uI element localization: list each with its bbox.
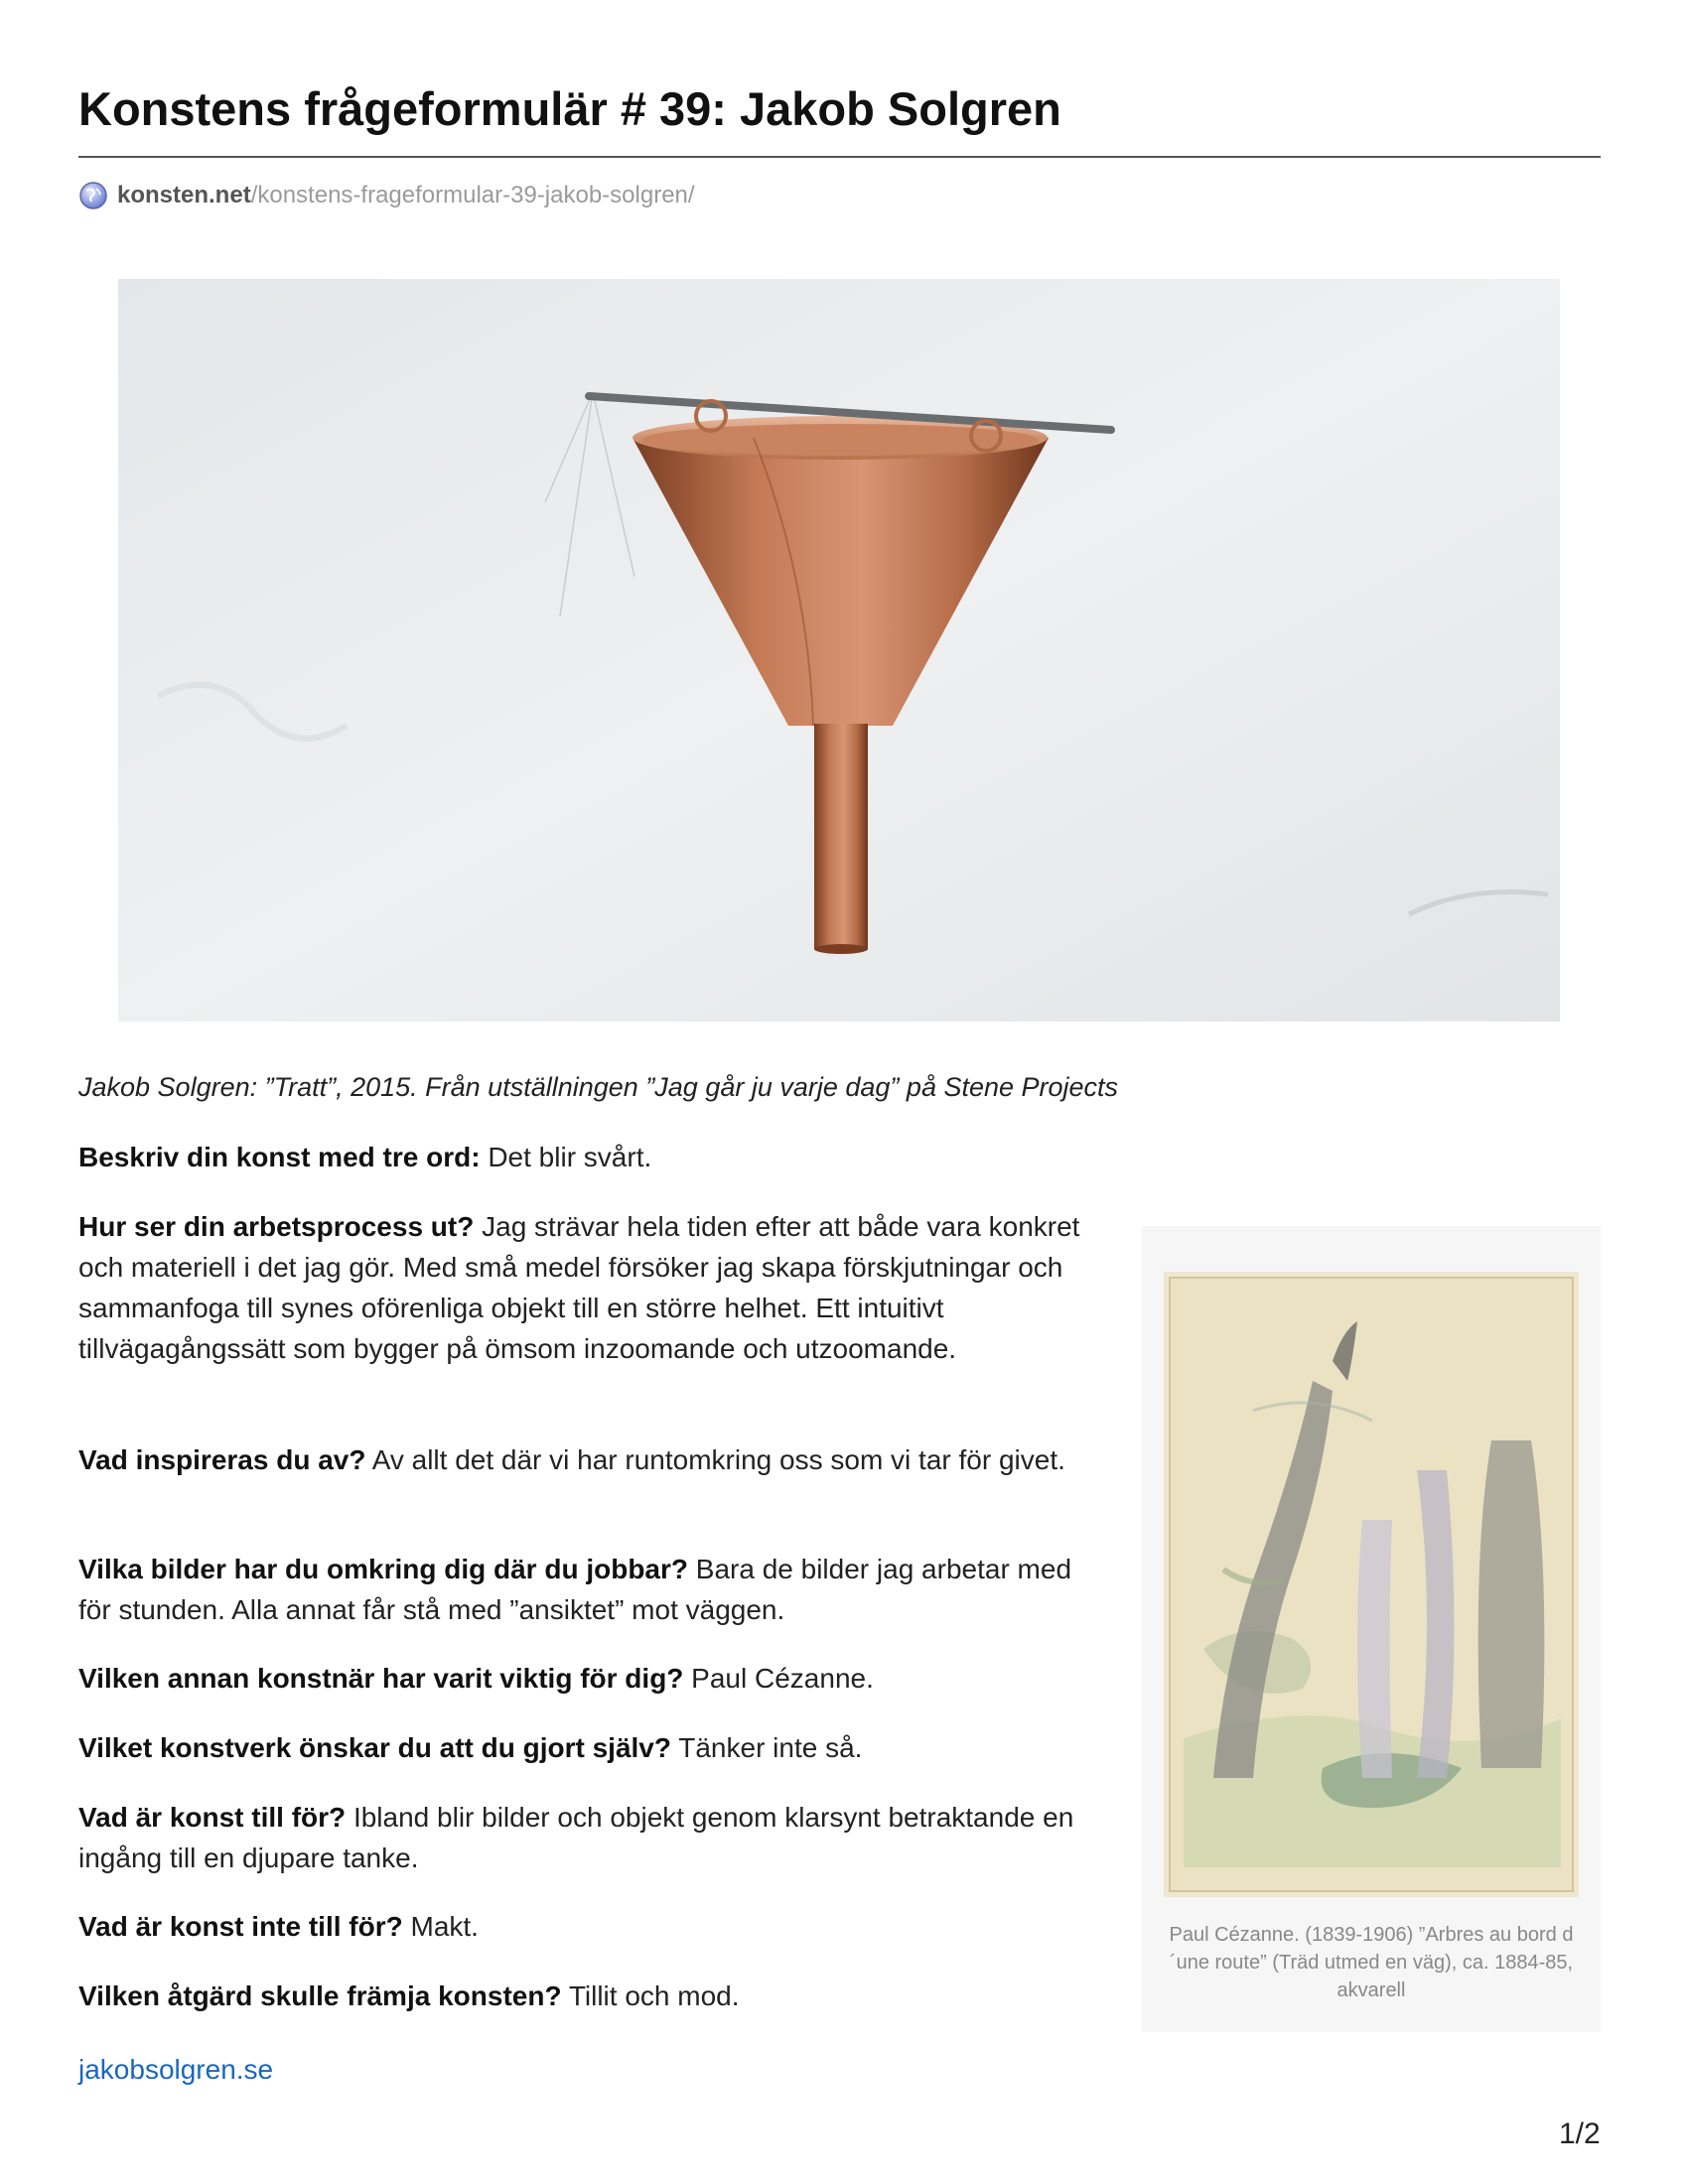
cezanne-watercolor-image	[1164, 1272, 1579, 1897]
qa-item	[78, 1658, 1111, 1699]
qa-question: Vad inspireras du av?	[78, 1444, 366, 1475]
qa-answer: Jag strävar hela tiden efter att både vara konkret och materiell i det jag gör. Med små medel försöker jag skapa förskjutningar och sammanfoga till synes oförenliga objekt till en större helhet. Ett intuitivt tillvägagångssätt som bygger på ömsom inzoomande och utzoomande.	[78, 1211, 1080, 1364]
qa-answer: Tänker inte så.	[670, 1732, 863, 1763]
qa-answer: Av allt det där vi har runtomkring oss som vi tar för givet.	[365, 1444, 1065, 1475]
qa-item	[78, 1439, 1111, 1480]
globe-icon	[78, 181, 108, 210]
source-domain[interactable]: konsten.net	[117, 182, 251, 208]
qa-answer: Tillit och mod.	[561, 1980, 740, 2011]
qa-item	[78, 1206, 1111, 1369]
qa-question: Vad är konst till för?	[78, 1802, 347, 1833]
artist-website-link[interactable]: jakobsolgren.se	[78, 2054, 274, 2085]
sidebar-caption: Paul Cézanne. (1839-1906) ”Arbres au bord d´une route” (Träd utmed en väg), ca. 1884-85, akvarell	[1169, 1924, 1574, 2001]
funnel-artwork-image	[118, 279, 1560, 1022]
page-title: Konstens frågeformulär # 39: Jakob Solgren	[78, 82, 1061, 135]
source-path[interactable]: /konstens-frageformular-39-jakob-solgren/	[250, 182, 695, 208]
qa-question: Hur ser din arbetsprocess ut?	[78, 1211, 475, 1242]
page-number: 1/2	[1559, 2117, 1601, 2150]
qa-answer: Bara de bilder jag arbetar med för stunden. Alla annat får stå med ”ansiktet” mot väggen.	[78, 1554, 1072, 1625]
qa-answer: Det blir svårt.	[480, 1142, 652, 1172]
qa-item	[78, 1727, 1111, 1768]
qa-item	[78, 1797, 1111, 1878]
qa-question: Vilket konstverk önskar du att du gjort själv?	[78, 1732, 671, 1763]
sidebar-figure	[1142, 1226, 1601, 2032]
source-line	[78, 181, 695, 210]
qa-question: Vilken annan konstnär har varit viktig för dig?	[78, 1663, 684, 1694]
qa-item	[78, 1906, 1111, 1947]
qa-question: Beskriv din konst med tre ord:	[78, 1142, 481, 1172]
qa-item	[78, 1976, 1111, 2016]
qa-item	[78, 1137, 1111, 1177]
qa-answer: Ibland blir bilder och objekt genom klarsynt betraktande en ingång till en djupare tanke.	[78, 1802, 1074, 1873]
title-divider	[78, 156, 1601, 158]
qa-question: Vilka bilder har du omkring dig där du jobbar?	[78, 1554, 689, 1584]
main-image-caption: Jakob Solgren: ”Tratt”, 2015. Från utställningen ”Jag går ju varje dag” på Stene Projects	[78, 1072, 1119, 1102]
qa-question: Vad är konst inte till för?	[78, 1911, 403, 1942]
qa-item	[78, 1549, 1111, 1630]
qa-answer: Makt.	[402, 1911, 479, 1942]
qa-question: Vilken åtgärd skulle främja konsten?	[78, 1980, 562, 2011]
qa-answer: Paul Cézanne.	[683, 1663, 874, 1694]
